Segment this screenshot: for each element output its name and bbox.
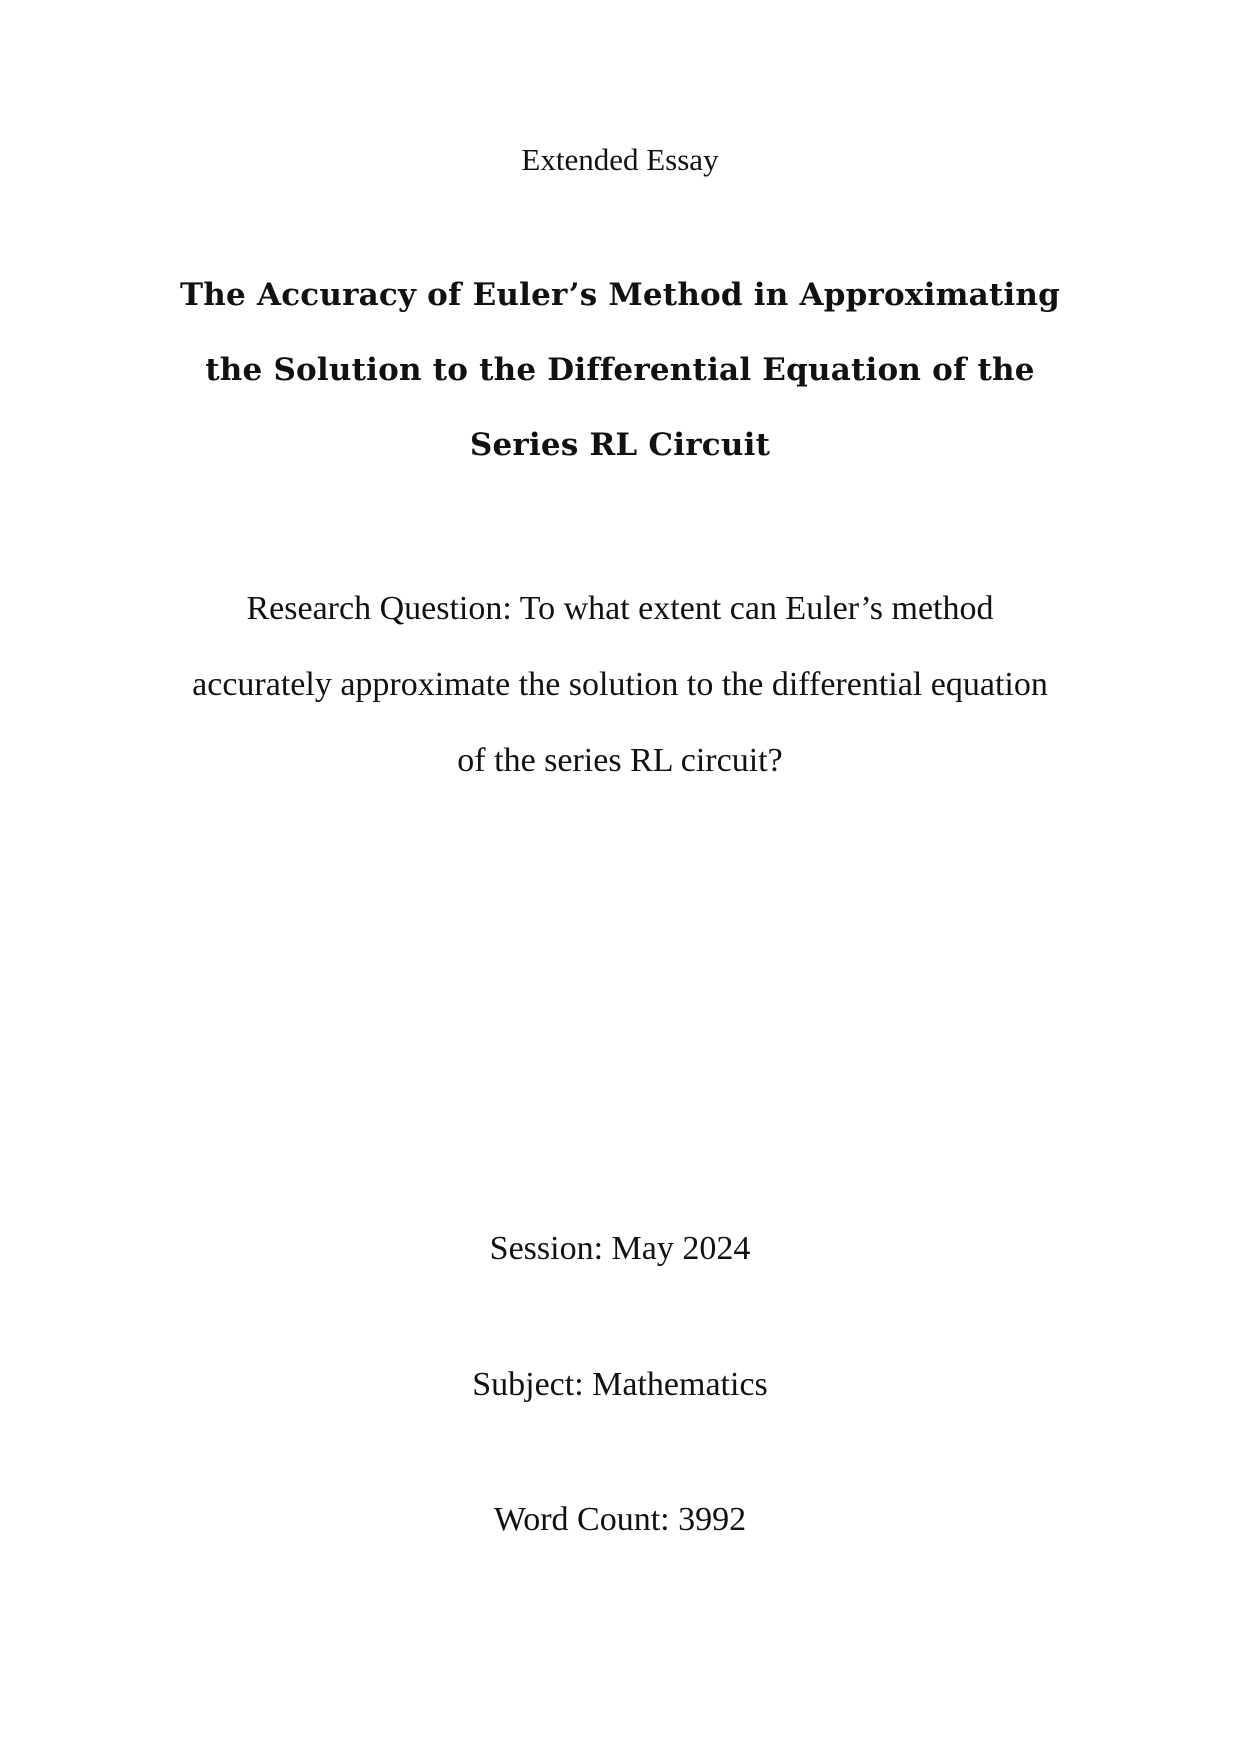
research-question-line-3: of the series RL circuit?	[457, 742, 783, 779]
document-type-label: Extended Essay	[521, 142, 719, 177]
research-question-line-2: accurately approximate the solution to the differential equation	[192, 666, 1048, 703]
research-question-line-1: Research Question: To what extent can Euler’s method	[246, 590, 994, 627]
word-count-label: Word Count: 3992	[493, 1501, 747, 1538]
subject-label: Subject: Mathematics	[472, 1366, 768, 1403]
title-line-1: The Accuracy of Euler’s Method in Approximating	[180, 277, 1060, 313]
title-line-2: the Solution to the Differential Equation of the	[205, 352, 1035, 388]
session-label: Session: May 2024	[489, 1230, 751, 1267]
title-line-3: Series RL Circuit	[469, 427, 771, 463]
